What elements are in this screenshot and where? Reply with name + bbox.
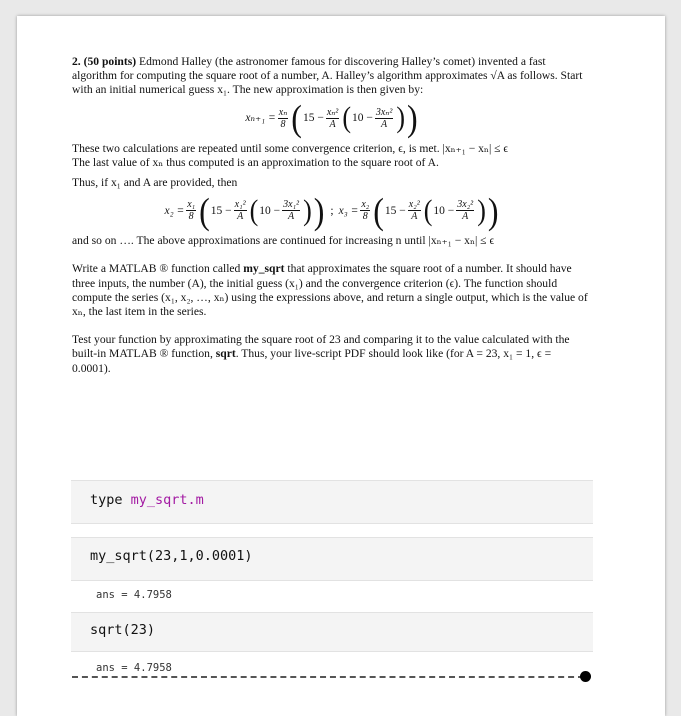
eq-term: 15 −: [302, 112, 324, 124]
fraction: $\frac{\text{x₁}}{8}$: [187, 199, 196, 223]
fraction: [375, 107, 394, 130]
eq-term: 15 −: [384, 204, 406, 217]
eq-lhs: xₙ₊₁ =: [245, 112, 276, 124]
task-paragraph: Write a MATLAB ® function called my_sqrt that approximates the square root of a number. It should have three inputs, the number (A), the initial guess (x₁) and the convergence criterion (ϵ). The function should compute the series (x₁, x₂, …, xₙ) using the expressions above, and return a single output, which is the value of xₙ, the last item in the series.: [72, 262, 588, 319]
fraction: $\frac{\text{3x₁²}}{A}$: [283, 199, 300, 223]
eq-separator: ;: [330, 204, 334, 217]
code-line-sqrt[interactable]: sqrt(23): [90, 622, 156, 638]
convergence-text: These two calculations are repeated until some convergence criterion, ϵ, is met. |xₙ₊₁ − xₙ| ≤ ϵ: [72, 141, 509, 155]
page-break-divider: [72, 676, 584, 678]
thus-line: Thus, if x₁ and A are provided, then: [72, 176, 238, 190]
main-equation: xₙ₊₁ = $\frac{\text{xₙ}}{8}$ ( 15 − $\frac{\text{xₙ²}}{A}$ ( 10 − $\frac{\text{3xₙ²}}{A}$ ) ): [245, 97, 418, 139]
fraction: [278, 107, 289, 130]
fraction: $\frac{\text{x₁²}}{A}$: [234, 199, 246, 223]
frac-den: 8: [280, 118, 286, 130]
output-ans-2: ans = 4.7958: [96, 662, 172, 674]
last-value-text: The last value of xₙ thus computed is an approximation to the square root of A.: [72, 155, 439, 169]
frac-num: xₙ²: [326, 106, 339, 118]
output-ans-1: ans = 4.7958: [96, 589, 172, 601]
file-name: my_sqrt.m: [130, 492, 204, 508]
eq-lhs: x₃ =: [338, 204, 359, 217]
eq-term: 10 −: [433, 204, 455, 217]
frac-num: 3xₙ²: [375, 106, 393, 118]
function-name: my_sqrt: [243, 262, 285, 276]
intro-text: Edmond Halley (the astronomer famous for discovering Halley’s comet) invented a fast algorithm for computing the square root of a number, A. Halley’s algorithm approximates √A as follows. Start with an initial numerical guess x₁. The new approximation is then given by:: [72, 55, 583, 97]
series-equations: x₂ = $\frac{\text{x₁}}{8}$ ( 15 − $\frac{\text{x₁²}}{A}$ ( 10 − $\frac{\text{3x₁²}}{A}$ ) ) ; x₃ = $\frac{\text{x₂}}{8}$ ( 15 − $\frac{\text{x₂²}}{A}$ ( 10 − $\frac{\text{3x₂²}}{A}$ ) ): [164, 190, 499, 232]
convergence-paragraph: [72, 142, 592, 170]
scroll-handle[interactable]: [580, 671, 591, 682]
frac-num: xₙ: [278, 106, 288, 118]
eq-term: 15 −: [210, 204, 232, 217]
and-so-on-line: and so on …. The above approximations are continued for increasing n until |xₙ₊₁ − xₙ| ≤ ϵ: [72, 234, 495, 248]
eq-term: 10 −: [351, 112, 373, 124]
frac-den: A: [329, 118, 336, 130]
eq-term: 10 −: [259, 204, 281, 217]
frac-den: A: [381, 118, 388, 130]
test-paragraph: Test your function by approximating the square root of 23 and comparing it to the value calculated with the built-in MATLAB ® function, sqrt. Thus, your live-script PDF should look like (for A = 23, x₁ = 1, ϵ = 0.0001).: [72, 333, 570, 375]
problem-header: 2. (50 points): [72, 55, 137, 68]
code-line-my-sqrt[interactable]: my_sqrt(23,1,0.0001): [90, 548, 253, 564]
intro-paragraph: [72, 55, 592, 98]
builtin-function-name: sqrt: [215, 347, 236, 361]
eq-lhs: x₂ =: [164, 204, 185, 217]
code-line-type[interactable]: [90, 492, 204, 508]
fraction: $\frac{\text{x₂²}}{A}$: [408, 199, 420, 223]
fraction: [326, 107, 340, 130]
type-keyword: type: [90, 492, 131, 508]
fraction: $\frac{\text{x₂}}{8}$: [361, 199, 370, 223]
fraction: $\frac{\text{3x₂²}}{A}$: [457, 199, 474, 223]
problem-text: [72, 55, 592, 385]
